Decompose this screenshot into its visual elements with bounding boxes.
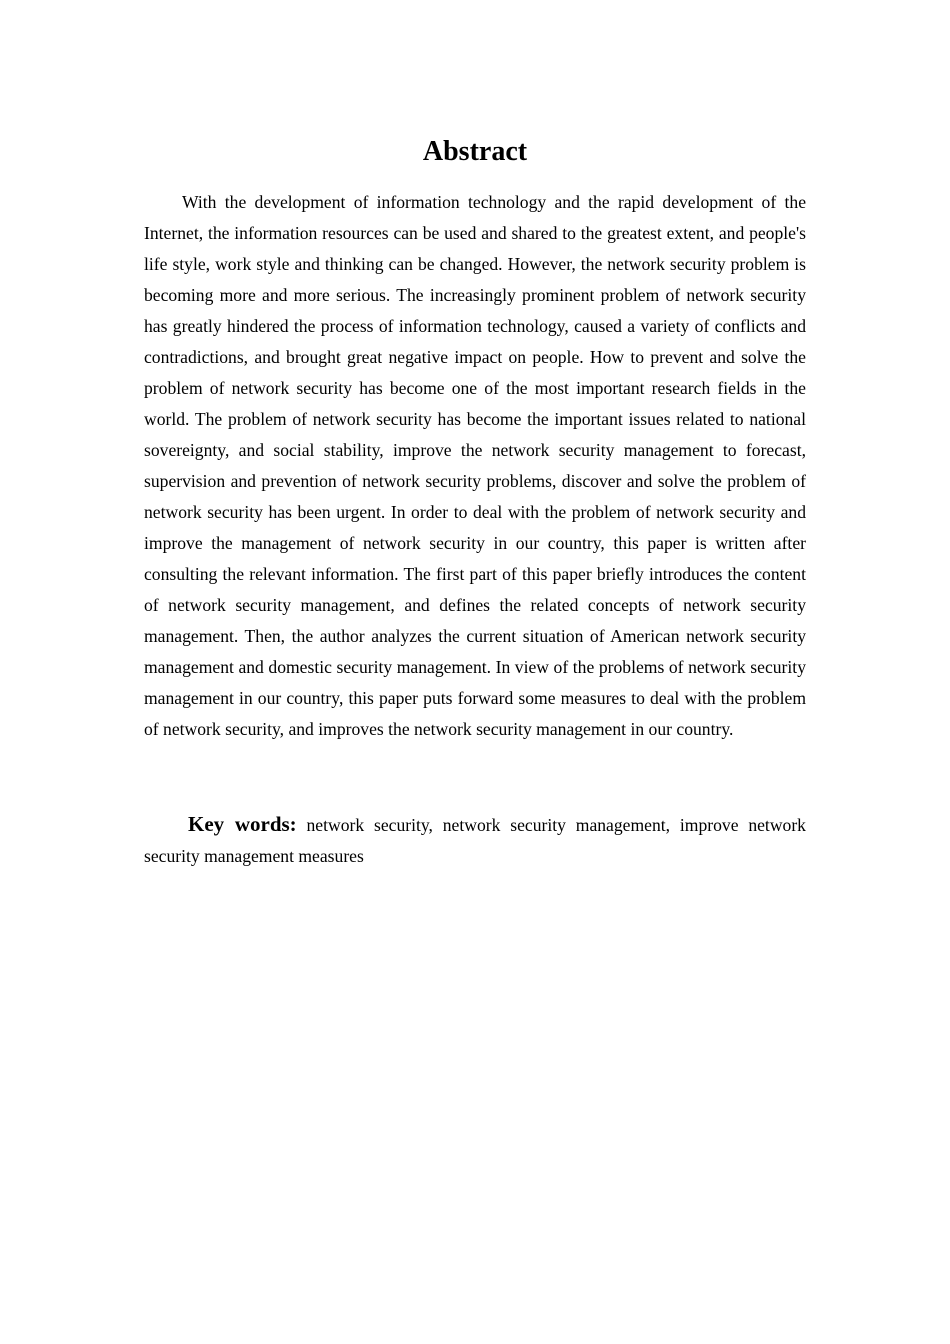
page-title: Abstract (422, 136, 528, 167)
keywords-paragraph (144, 809, 806, 872)
keywords-text: network security, network security management, improve network security management measures (144, 815, 806, 866)
keywords-label: Key words: (188, 812, 297, 836)
abstract-paragraph: With the development of information technology and the rapid development of the Internet, the information resources can be used and shared to the greatest extent, and people's life style, work style and thinking can be changed. However, the network security problem is becoming more and more serious. The increasingly prominent problem of network security has greatly hindered the process of information technology, caused a variety of conflicts and contradictions, and brought great negative impact on people. How to prevent and solve the problem of network security has become one of the most important research fields in the world. The problem of network security has become the important issues related to national sovereignty, and social stability, improve the network security management to forecast, supervision and prevention of network security problems, discover and solve the problem of network security has been urgent. In order to deal with the problem of network security and improve the management of network security in our country, this paper is written after consulting the relevant information. The first part of this paper briefly introduces the content of network security management, and defines the related concepts of network security management. Then, the author analyzes the current situation of American network security management and domestic security management. In view of the problems of network security management in our country, this paper puts forward some measures to deal with the problem of network security, and improves the network security management in our country. (144, 192, 806, 739)
